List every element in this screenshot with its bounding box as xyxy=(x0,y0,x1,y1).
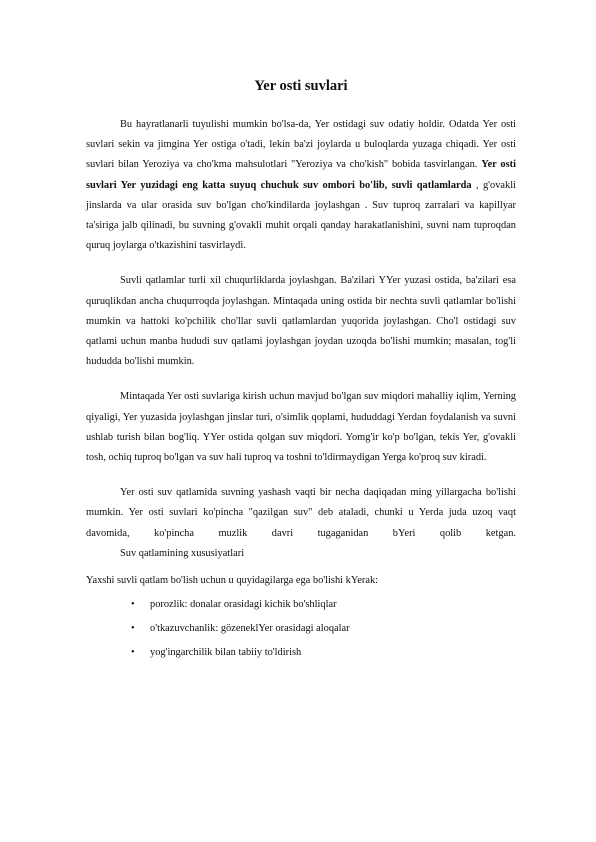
paragraph-4-text: Yer osti suv qatlamida suvning yashash vaqti bir necha daqiqadan ming yillargacha bo'lishi mumkin. Yer osti suvlari ko'pincha "qazilgan suv" deb ataladi, chunki u Yerda juda uzoq vaqt davomida, ko'pincha muzlik davri tugaganidan bYeri qolib ketgan. xyxy=(86,487,516,539)
list-item xyxy=(86,595,516,615)
paragraph-2: Suvli qatlamlar turli xil chuqurliklarda joylashgan. Ba'zilari YYer yuzasi ostida, ba'zilari esa quruqlikdan ancha chuqurroqda joylashgan. Mintaqada uning ostida bir nechta suvli qatlamlar bo'lishi mumkin va hattoki ko'pchilik cho'llar suvli qatlamlardan yuqorida joylashgan. Cho'l ostidagi suv qatlami uchun manba hududi suv qatlami joylashgan joydan uzoqda bo'lishi mumkin; masalan, tog'li hududda bo'lishi mumkin. xyxy=(86,275,516,368)
requirements-list xyxy=(86,595,516,663)
bullet-icon: • xyxy=(131,599,135,611)
requirements-intro: Yaxshi suvli qatlam bo'lish uchun u quyidagilarga ega bo'lishi kYerak: xyxy=(86,575,379,587)
paragraph-3: Mintaqada Yer osti suvlariga kirish uchun mavjud bo'lgan suv miqdori mahalliy iqlim, Yerning qiyaligi, Yer yuzasida joylashgan jinslar turi, o'simlik qoplami, hududdagi Yerdan foydalanish va suvni ushlab turish bilan bog'liq. YYer ostida qolgan suv miqdori. Yomg'ir ko'p bo'lgan, tekis Yer, g'ovakli tosh, ochiq tuproq bo'lgan va suv hali tuproq va toshni to'ldirmaydigan Yerga ko'proq suv kiradi. xyxy=(86,391,516,464)
paragraph-1-text-after: , g'ovakli jinslarda va ular orasida suv bo'lgan cho'kindilarda joylashgan . Suv tuproq zarralari va kapillyar ta'siriga jalb qilinadi, bu suvning g'ovakli muhit orqali qanday harakatlanishini, suvni nam tuproqdan quruq joylarga o'tkazishini tasvirlaydi. xyxy=(86,179,516,252)
section-subheading: Suv qatlamining xususiyatlari xyxy=(120,547,245,559)
paragraph-1-bold: Yer osti suvlari Yer yuzidagi eng katta suyuq chuchuk suv ombori bo'lib, suvli qatlamlarda xyxy=(86,159,516,191)
document-page xyxy=(86,0,516,667)
list-item xyxy=(86,619,516,639)
bullet-icon: • xyxy=(131,647,135,659)
paragraph-1-text: Bu hayratlanarli tuyulishi mumkin bo'lsa-da, Yer ostidagi suv odatiy holdir. Odatda Yer osti suvlari sekin va jimgina Yer ostiga o'tadi, lekin ba'zi joylarda u buloqlarda yuzaga chiqadi. Yer osti suvlari bilan Yeroziya va cho'kma mahsulotlari "Yeroziya va cho'kish" bobida tasvirlangan. xyxy=(86,119,516,171)
paragraph-1 xyxy=(86,115,516,256)
bullet-icon: • xyxy=(131,623,135,635)
paragraph-4 xyxy=(86,483,516,564)
list-item xyxy=(86,643,516,663)
list-item-text: porozlik: donalar orasidagi kichik bo'shliqlar xyxy=(150,599,337,611)
list-item-text: yog'ingarchilik bilan tabiiy to'ldirish xyxy=(150,647,302,659)
list-item-text: o'tkazuvchanlik: gözeneklYer orasidagi aloqalar xyxy=(150,623,350,635)
document-title: Yer osti suvlari xyxy=(254,78,348,94)
